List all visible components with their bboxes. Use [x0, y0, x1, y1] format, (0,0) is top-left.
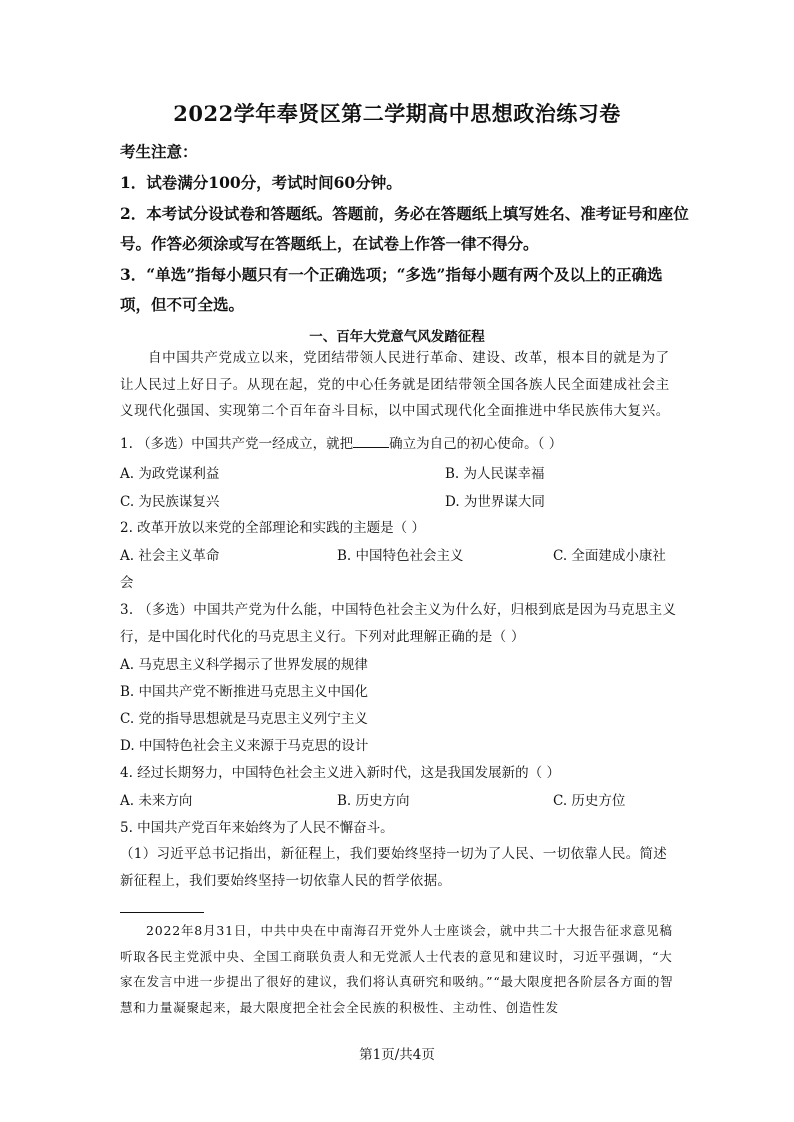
question-4-option-b: B. 历史方向	[337, 793, 410, 809]
notice-item-1: 1．试卷满分100分，考试时间60分钟。	[120, 173, 402, 192]
question-2-option-a: A. 社会主义革命	[120, 548, 220, 564]
question-4-stem: 4. 经过长期努力，中国特色社会主义进入新时代，这是我国发展新的（ ）	[120, 765, 560, 781]
answer-blank	[353, 435, 389, 448]
question-4-option-a: A. 未来方向	[120, 793, 193, 809]
question-1-option-d: D. 为世界谋大同	[445, 494, 545, 510]
question-3-option-c: C. 党的指导思想就是马克思主义列宁主义	[120, 711, 368, 727]
footnote-text: 2022年8月31日，中共中央在中南海召开党外人士座谈会，就中共二十大报告征求意见稿听取各民主党派中央、全国工商联负责人和无党派人士代表的意见和建议时，习近平强调，“大家在发言中进一步提出了很好的建议，我们将认真研究和吸纳。”“最大限度把各阶层各方面的智慧和力量凝聚起来，最大限度把全社会全民族的积极性、主动性、创造性发	[120, 923, 674, 1015]
page-title: 2022学年奉贤区第二学期高中思想政治练习卷	[173, 101, 621, 126]
section-title: 一、百年大党意气风发踏征程	[309, 329, 485, 345]
question-2-stem: 2. 改革开放以来党的全部理论和实践的主题是（ ）	[120, 520, 425, 536]
question-4-option-c: C. 历史方位	[553, 793, 626, 809]
question-2-option-b: B. 中国特色社会主义	[337, 548, 464, 564]
question-3-option-b: B. 中国共产党不断推进马克思主义中国化	[120, 684, 369, 700]
question-1-stem	[120, 432, 562, 452]
notice-item-2: 2．本考试分设试卷和答题纸。答题前，务必在答题纸上填写姓名、准考证号和座位号。作答必须涂或写在答题纸上，在试卷上作答一律不得分。	[120, 204, 689, 253]
notice-heading: 考生注意：	[120, 142, 198, 161]
section-intro: 自中国共产党成立以来，党团结带领人民进行革命、建设、改革，根本目的就是为了让人民过上好日子。从现在起，党的中心任务就是团结带领全国各族人民全面建成社会主义现代化强国、实现第二个百年奋斗目标，以中国式现代化全面推进中华民族伟大复兴。	[120, 350, 670, 419]
question-2-option-c-continued: 会	[120, 575, 134, 591]
question-3-stem: 3. （多选）中国共产党为什么能，中国特色社会主义为什么好，归根到底是因为马克思主义行，是中国化时代化的马克思主义行。下列对此理解正确的是（ ）	[120, 602, 677, 645]
question-2-option-c: C. 全面建成小康社	[553, 548, 666, 564]
notice-item-3: 3．“单选”指每小题只有一个正确选项；“多选”指每小题有两个及以上的正确选项，但不可全选。	[120, 265, 663, 314]
question-5-sub-1: （1）习近平总书记指出，新征程上，我们要始终坚持一切为了人民、一切依靠人民。简述新征程上，我们要始终坚持一切依靠人民的哲学依据。	[120, 846, 668, 889]
question-1-option-a: A. 为政党谋利益	[120, 466, 220, 482]
question-3-option-d: D. 中国特色社会主义来源于马克思的设计	[120, 738, 369, 754]
question-1-stem-post: 确立为自己的初心使命。（ ）	[389, 436, 563, 452]
page-number: 第1页/共4页	[359, 1047, 435, 1063]
question-1-option-b: B. 为人民谋幸福	[445, 466, 545, 482]
question-1-option-c: C. 为民族谋复兴	[120, 494, 220, 510]
question-5-stem: 5. 中国共产党百年来始终为了人民不懈奋斗。	[120, 820, 394, 836]
footnote-separator	[120, 912, 204, 913]
question-3-option-a: A. 马克思主义科学揭示了世界发展的规律	[120, 657, 368, 673]
question-1-stem-pre: 1. （多选）中国共产党一经成立，就把	[120, 436, 354, 452]
